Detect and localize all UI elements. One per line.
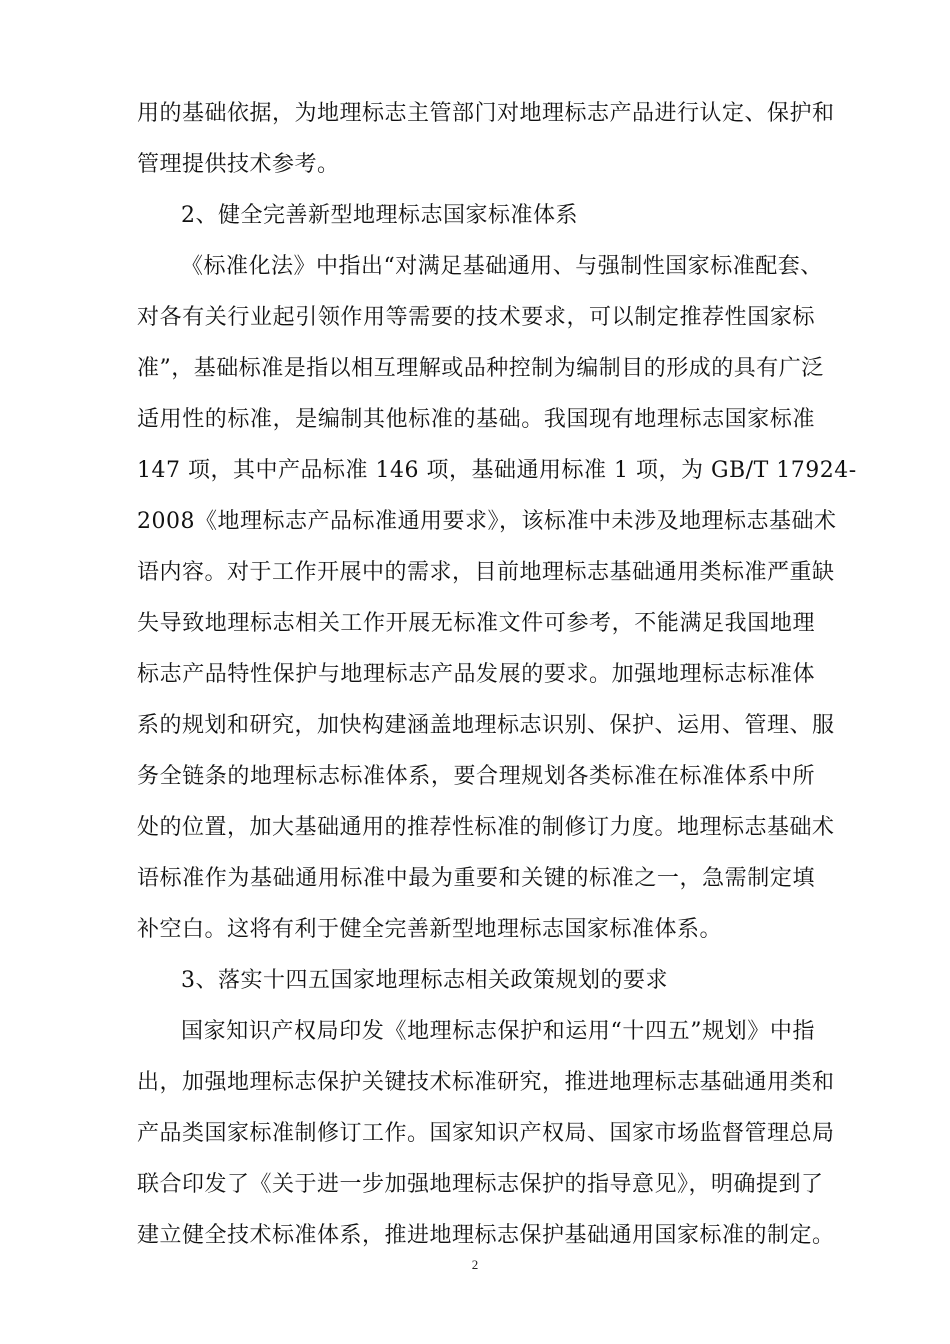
text-line-21: 产品类国家标准制修订工作。国家知识产权局、国家市场监督管理总局: [137, 1121, 835, 1146]
text-line-2: 管理提供技术参考。: [137, 152, 340, 177]
text-line-8: 147 项，其中产品标准 146 项，基础通用标准 1 项，为 GB/T 17924-: [137, 458, 857, 483]
text-line-13: 系的规划和研究，加快构建涵盖地理标志识别、保护、运用、管理、服: [137, 713, 835, 738]
text-line-15: 处的位置，加大基础通用的推荐性标准的制修订力度。地理标志基础术: [137, 815, 835, 840]
text-line-5: 对各有关行业起引领作用等需要的技术要求，可以制定推荐性国家标: [137, 305, 815, 330]
text-line-9: 2008《地理标志产品标准通用要求》，该标准中未涉及地理标志基础术: [137, 509, 837, 534]
text-line-4: 《标准化法》中指出“对满足基础通用、与强制性国家标准配套、: [181, 254, 823, 279]
section-heading-2: 2、健全完善新型地理标志国家标准体系: [181, 203, 578, 228]
section-heading-3: 3、落实十四五国家地理标志相关政策规划的要求: [181, 968, 668, 993]
text-line-12: 标志产品特性保护与地理标志产品发展的要求。加强地理标志标准体: [137, 662, 815, 687]
text-line-23: 建立健全技术标准体系，推进地理标志保护基础通用国家标准的制定。: [137, 1223, 835, 1248]
text-line-22: 联合印发了《关于进一步加强地理标志保护的指导意见》，明确提到了: [137, 1172, 824, 1197]
text-line-11: 失导致地理标志相关工作开展无标准文件可参考，不能满足我国地理: [137, 611, 815, 636]
text-line-10: 语内容。对于工作开展中的需求，目前地理标志基础通用类标准严重缺: [137, 560, 835, 585]
text-line-14: 务全链条的地理标志标准体系，要合理规划各类标准在标准体系中所: [137, 764, 815, 789]
text-line-1: 用的基础依据，为地理标志主管部门对地理标志产品进行认定、保护和: [137, 101, 835, 126]
text-line-19: 国家知识产权局印发《地理标志保护和运用“十四五”规划》中指: [181, 1019, 815, 1044]
page-number: 2: [471, 1257, 479, 1272]
text-line-7: 适用性的标准，是编制其他标准的基础。我国现有地理标志国家标准: [137, 407, 815, 432]
text-line-16: 语标准作为基础通用标准中最为重要和关键的标准之一，急需制定填: [137, 866, 815, 891]
text-line-17: 补空白。这将有利于健全完善新型地理标志国家标准体系。: [137, 917, 723, 942]
text-line-6: 准”，基础标准是指以相互理解或品种控制为编制目的形成的具有广泛: [137, 356, 824, 381]
text-line-20: 出，加强地理标志保护关键技术标准研究，推进地理标志基础通用类和: [137, 1070, 835, 1095]
